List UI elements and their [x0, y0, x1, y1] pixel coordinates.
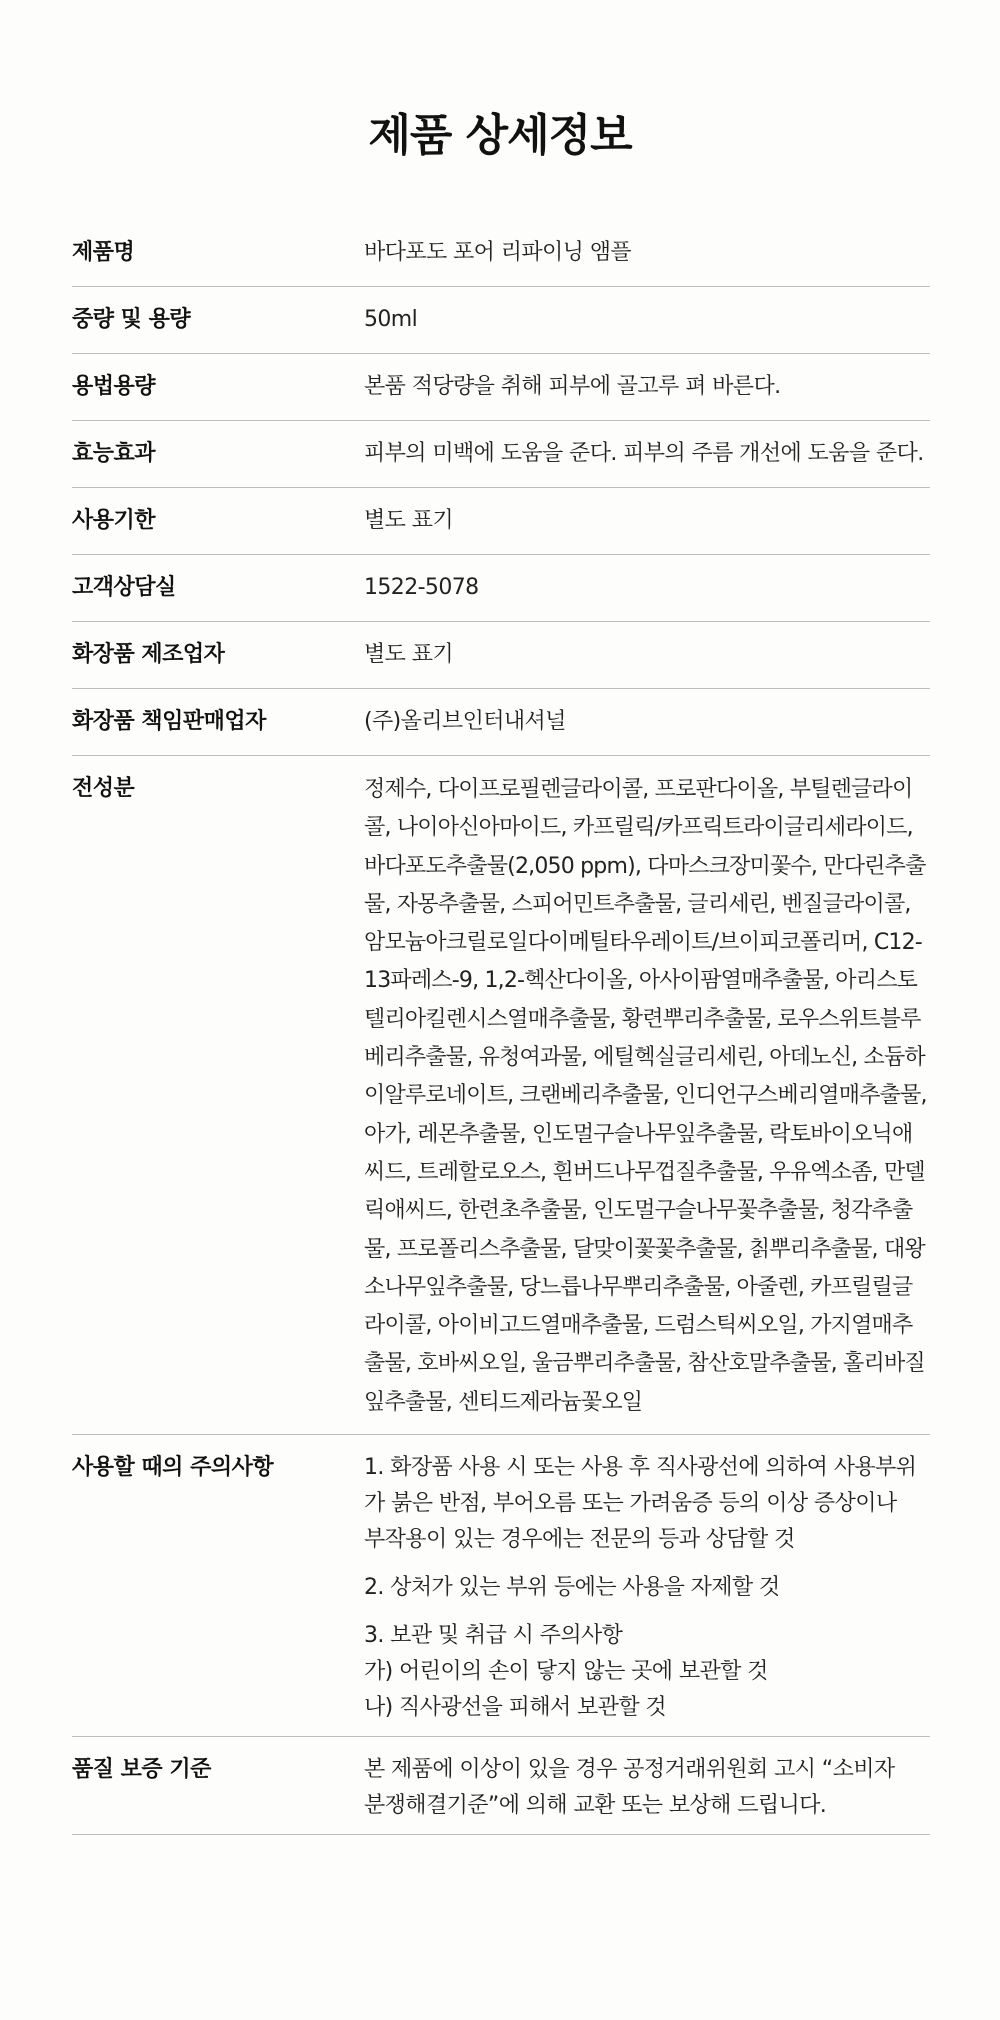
- ingredients-text: 정제수, 다이프로필렌글라이콜, 프로판다이올, 부틸렌글라이콜, 나이아신아마이드, 카프릴릭/카프릭트라이글리세라이드, 바다포도추출물(2,050 ppm), 다마스크장미꽃수, 만다린추출물, 자몽추출물, 스피어민트추출물, 글리세린, 벤질글라이콜, 암모늄아크릴로일다이메틸타우레이트/브이피코폴리머, C12-13파레스-9, 1,2-헥산다이올, 아사이팜열매추출물, 아리스토텔리아킬렌시스열매추출물, 황련뿌리추출물, 로우스위트블루베리추출물, 유청여과물, 에틸헥실글리세린, 아데노신, 소듐하이알루로네이트, 크랜베리추출물, 인디언구스베리열매추출물, 아가, 레몬추출물, 인도멀구슬나무잎추출물, 락토바이오닉애씨드, 트레할로오스, 흰버드나무껍질추출물, 우유엑소좀, 만델릭애씨드, 한련초추출물, 인도멀구슬나무꽃추출물, 청각추출물, 프로폴리스추출물, 달맞이꽃꽃추출물, 칡뿌리추출물, 대왕소나무잎추출물, 당느릅나무뿌리추출물, 아줄렌, 카프릴릴글라이콜, 아이비고드열매추출물, 드럼스틱씨오일, 가지열매추출물, 호바씨오일, 울금뿌리추출물, 참산호말추출물, 홀리바질잎추출물, 센티드제라늄꽃오일: [364, 777, 927, 1415]
- row-label: 화장품 책임판매업자: [72, 709, 266, 734]
- row-precautions: [72, 1435, 930, 1737]
- row-effect: [72, 421, 930, 488]
- text-line: 나) 직사광선을 피해서 보관할 것: [364, 1695, 667, 1721]
- row-label: 사용기한: [72, 508, 156, 533]
- precaution-paragraph: [364, 1450, 930, 1558]
- precaution-paragraph: [364, 1618, 930, 1726]
- row-label: 전성분: [72, 776, 135, 801]
- text-line: 1. 화장품 사용 시 또는 사용 후 직사광선에 의하여 사용부위: [364, 1455, 917, 1481]
- row-label: 화장품 제조업자: [72, 642, 225, 667]
- row-label: 효능효과: [72, 441, 156, 466]
- text-line: 가 붉은 반점, 부어오름 또는 가려움증 등의 이상 증상이나: [364, 1491, 897, 1517]
- row-label: 사용할 때의 주의사항: [72, 1455, 274, 1481]
- row-label: 제품명: [72, 240, 135, 265]
- row-value: 본품 적당량을 취해 피부에 골고루 펴 바른다.: [364, 374, 781, 399]
- row-usage: [72, 354, 930, 421]
- row-value: 50ml: [364, 307, 418, 332]
- text-line: 2. 상처가 있는 부위 등에는 사용을 자제할 것: [364, 1575, 780, 1601]
- quality-guarantee-text: [364, 1752, 930, 1834]
- page-title: 제품 상세정보: [368, 110, 632, 161]
- row-value: (주)올리브인터내셔널: [364, 709, 566, 734]
- row-value: 별도 표기: [364, 508, 454, 533]
- row-ingredients: [72, 756, 930, 1435]
- row-value: 별도 표기: [364, 642, 454, 667]
- text-line: 본 제품에 이상이 있을 경우 공정거래위원회 고시 “소비자: [364, 1757, 895, 1783]
- row-label: 품질 보증 기준: [72, 1757, 211, 1783]
- row-label: 중량 및 용량: [72, 307, 191, 332]
- text-line: 가) 어린이의 손이 닿지 않는 곳에 보관할 것: [364, 1659, 768, 1685]
- text-line: 부작용이 있는 경우에는 전문의 등과 상담할 것: [364, 1527, 795, 1553]
- precautions-text: [364, 1450, 930, 1736]
- row-expiry: [72, 488, 930, 555]
- row-distributor: [72, 689, 930, 756]
- guarantee-paragraph: [364, 1752, 930, 1824]
- row-volume: [72, 287, 930, 354]
- row-label: 용법용량: [72, 374, 156, 399]
- row-quality-guarantee: [72, 1737, 930, 1835]
- product-info-table: [72, 220, 930, 1835]
- precaution-paragraph: [364, 1570, 930, 1606]
- row-value: 피부의 미백에 도움을 준다. 피부의 주름 개선에 도움을 준다.: [364, 441, 924, 466]
- row-label: 고객상담실: [72, 575, 176, 600]
- row-customer-service: [72, 555, 930, 622]
- row-product-name: [72, 220, 930, 287]
- row-value: 1522-5078: [364, 575, 479, 600]
- row-value: 바다포도 포어 리파이닝 앰플: [364, 240, 632, 265]
- text-line: 3. 보관 및 취급 시 주의사항: [364, 1623, 623, 1649]
- row-manufacturer: [72, 622, 930, 689]
- text-line: 분쟁해결기준”에 의해 교환 또는 보상해 드립니다.: [364, 1793, 827, 1819]
